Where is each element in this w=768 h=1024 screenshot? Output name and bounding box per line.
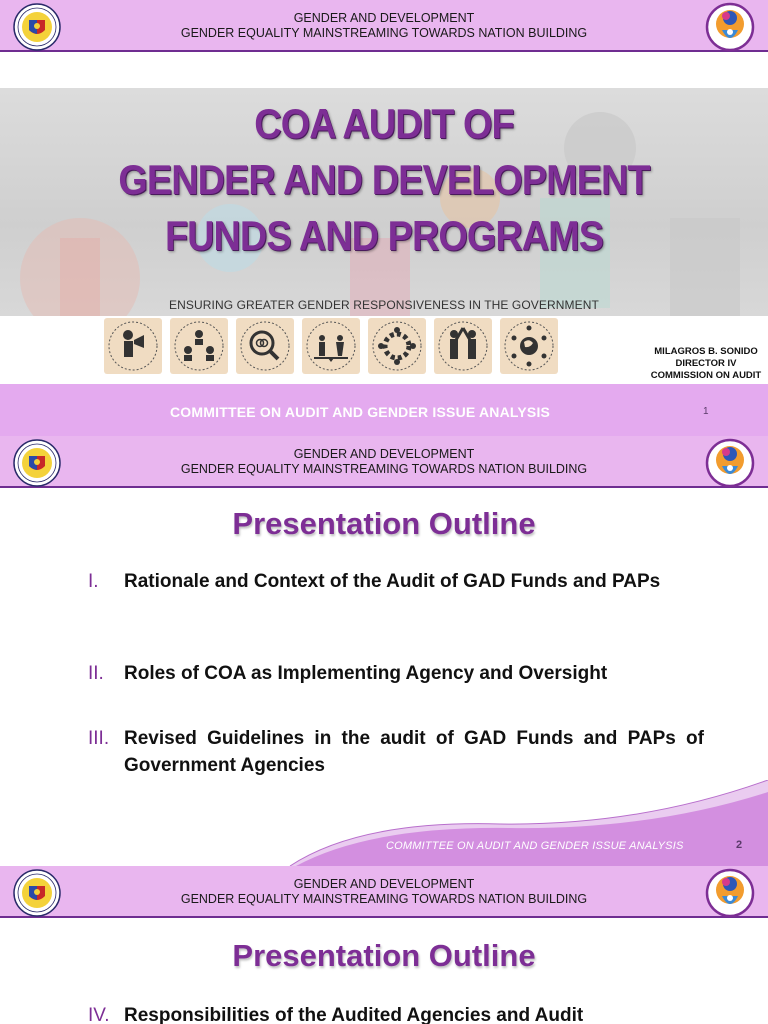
slide2-title: Presentation Outline bbox=[232, 506, 536, 541]
outline-item bbox=[88, 568, 704, 595]
outline-item bbox=[88, 1002, 704, 1024]
outline-text: Roles of COA as Implementing Agency and Oversight bbox=[124, 663, 608, 684]
header-text bbox=[0, 447, 768, 477]
footer-text: COMMITTEE ON AUDIT AND GENDER ISSUE ANALYSIS bbox=[386, 840, 684, 852]
slide1-header bbox=[0, 0, 768, 52]
outline-number: I. bbox=[88, 571, 99, 592]
slide2-header bbox=[0, 436, 768, 488]
outline-number: II. bbox=[88, 663, 104, 684]
circle-of-people-icon bbox=[368, 318, 426, 374]
community-icon bbox=[170, 318, 228, 374]
outline-item bbox=[88, 725, 704, 779]
outline-item bbox=[88, 660, 704, 687]
globe-people-icon bbox=[500, 318, 558, 374]
slide3-header bbox=[0, 866, 768, 918]
page-number: 2 bbox=[736, 839, 743, 851]
gad-logo-icon bbox=[705, 438, 755, 488]
header-line1: GENDER AND DEVELOPMENT bbox=[293, 877, 475, 891]
outline-number: III. bbox=[88, 728, 110, 749]
title-line: COA AUDIT OF bbox=[254, 100, 514, 147]
gad-logo-icon bbox=[705, 2, 755, 52]
title-line: FUNDS AND PROGRAMS bbox=[164, 212, 604, 259]
footer-text: COMMITTEE ON AUDIT AND GENDER ISSUE ANALYSIS bbox=[170, 404, 551, 420]
speaker-icon bbox=[104, 318, 162, 374]
author-block bbox=[640, 346, 768, 382]
author-name: MILAGROS B. SONIDO bbox=[654, 346, 758, 357]
outline-text: Responsibilities of the Audited Agencies and Audit bbox=[124, 1005, 584, 1024]
header-line2: GENDER EQUALITY MAINSTREAMING TOWARDS NATION BUILDING bbox=[180, 892, 588, 906]
author-position: DIRECTOR IV bbox=[675, 358, 737, 369]
header-line2: GENDER EQUALITY MAINSTREAMING TOWARDS NATION BUILDING bbox=[180, 462, 588, 476]
slide1-title bbox=[38, 96, 729, 264]
header-text bbox=[0, 877, 768, 907]
title-line: GENDER AND DEVELOPMENT bbox=[118, 156, 650, 203]
outline-text: Revised Guidelines in the audit of GAD Funds and PAPs of Government Agencies bbox=[124, 728, 704, 776]
author-office: COMMISSION ON AUDIT bbox=[650, 370, 762, 381]
outline-number: IV. bbox=[88, 1005, 110, 1024]
header-line1: GENDER AND DEVELOPMENT bbox=[293, 447, 475, 461]
header-line2: GENDER EQUALITY MAINSTREAMING TOWARDS NATION BUILDING bbox=[180, 26, 588, 40]
header-text bbox=[0, 11, 768, 41]
slide1-subtitle: ENSURING GREATER GENDER RESPONSIVENESS IN THE GOVERNMENT bbox=[169, 298, 599, 312]
scale-equality-icon bbox=[302, 318, 360, 374]
footer-wave bbox=[0, 780, 768, 866]
header-line1: GENDER AND DEVELOPMENT bbox=[293, 11, 475, 25]
slide3-title: Presentation Outline bbox=[232, 938, 536, 973]
slide2-footer bbox=[0, 780, 768, 866]
page-number: 1 bbox=[703, 406, 709, 417]
gad-logo-icon bbox=[705, 868, 755, 918]
gender-magnifier-icon bbox=[236, 318, 294, 374]
high-five-icon bbox=[434, 318, 492, 374]
outline-text: Rationale and Context of the Audit of GAD Funds and PAPs bbox=[124, 571, 661, 592]
slide1-footer bbox=[0, 384, 768, 438]
